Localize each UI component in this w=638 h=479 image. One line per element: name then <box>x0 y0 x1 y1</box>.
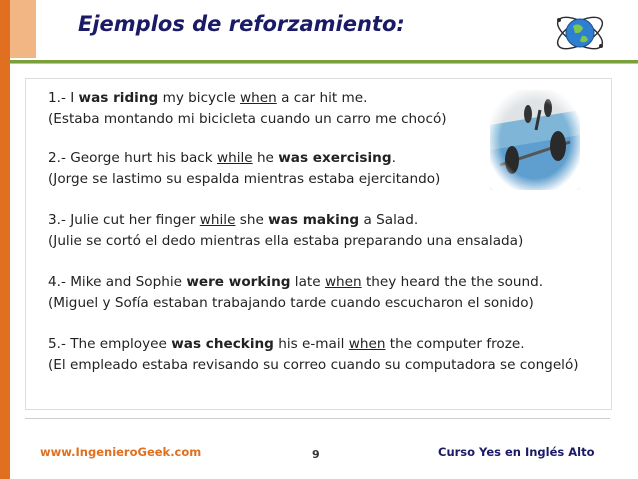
example-1-connector: when <box>240 90 277 106</box>
example-3-en-post: a Salad. <box>359 212 419 228</box>
example-3 <box>48 210 608 253</box>
example-1-en-pre: 1.- I <box>48 90 79 106</box>
example-4-en <box>48 274 543 290</box>
left-accent-bar <box>0 0 10 479</box>
example-5-verb: was checking <box>171 336 274 352</box>
footer-course-name: Curso Yes en Inglés Alto <box>438 445 595 459</box>
example-2-connector: while <box>216 150 253 166</box>
example-3-verb: was making <box>268 212 360 228</box>
example-2-en-post: . <box>391 150 396 166</box>
example-5-connector: when <box>348 336 386 352</box>
example-1-es: (Estaba montando mi bicicleta cuando un carro me chocó) <box>48 111 447 128</box>
header-divider-light <box>10 63 638 64</box>
slide-title: Ejemplos de reforzamiento: <box>78 12 405 36</box>
example-1 <box>48 88 608 131</box>
example-5-es: (El empleado estaba revisando su correo cuando su computadora se congeló) <box>48 357 579 374</box>
header-accent-strip <box>10 0 36 58</box>
example-4-connector: when <box>324 274 362 290</box>
example-2-en-pre: 2.- George hurt his back <box>48 150 217 166</box>
example-5-en <box>48 336 525 352</box>
example-4-verb: were working <box>186 274 291 290</box>
example-2-verb: was exercising <box>278 150 392 166</box>
example-4-en-post: they heard the the sound. <box>361 274 544 290</box>
example-1-en-mid: my bicycle <box>158 90 241 106</box>
example-3-es: (Julie se cortó el dedo mientras ella estaba preparando una ensalada) <box>48 233 524 250</box>
footer-divider <box>25 418 610 419</box>
globe-logo-icon <box>553 6 607 60</box>
example-1-en-post: a car hit me. <box>276 90 368 106</box>
header-separator-strip <box>36 0 44 58</box>
page-number: 9 <box>312 448 320 461</box>
example-1-en <box>48 90 367 106</box>
example-3-en <box>48 212 418 228</box>
example-4 <box>48 272 608 315</box>
example-5 <box>48 334 596 377</box>
example-5-en-mid: his e-mail <box>273 336 349 352</box>
footer-website-link[interactable]: www.IngenieroGeek.com <box>40 445 202 459</box>
example-3-en-pre: 3.- Julie cut her finger <box>48 212 200 228</box>
example-5-en-pre: 5.- The employee <box>48 336 172 352</box>
example-4-en-pre: 4.- Mike and Sophie <box>48 274 187 290</box>
example-3-connector: while <box>199 212 236 228</box>
example-2 <box>48 148 608 191</box>
example-2-en <box>48 150 396 166</box>
example-3-en-mid: she <box>235 212 269 228</box>
example-1-verb: was riding <box>78 90 159 106</box>
example-4-es: (Miguel y Sofía estaban trabajando tarde cuando escucharon el sonido) <box>48 295 534 312</box>
example-2-es: (Jorge se lastimo su espalda mientras estaba ejercitando) <box>48 171 441 188</box>
example-4-en-mid: late <box>290 274 325 290</box>
example-2-en-mid: he <box>252 150 279 166</box>
example-5-en-post: the computer froze. <box>385 336 525 352</box>
